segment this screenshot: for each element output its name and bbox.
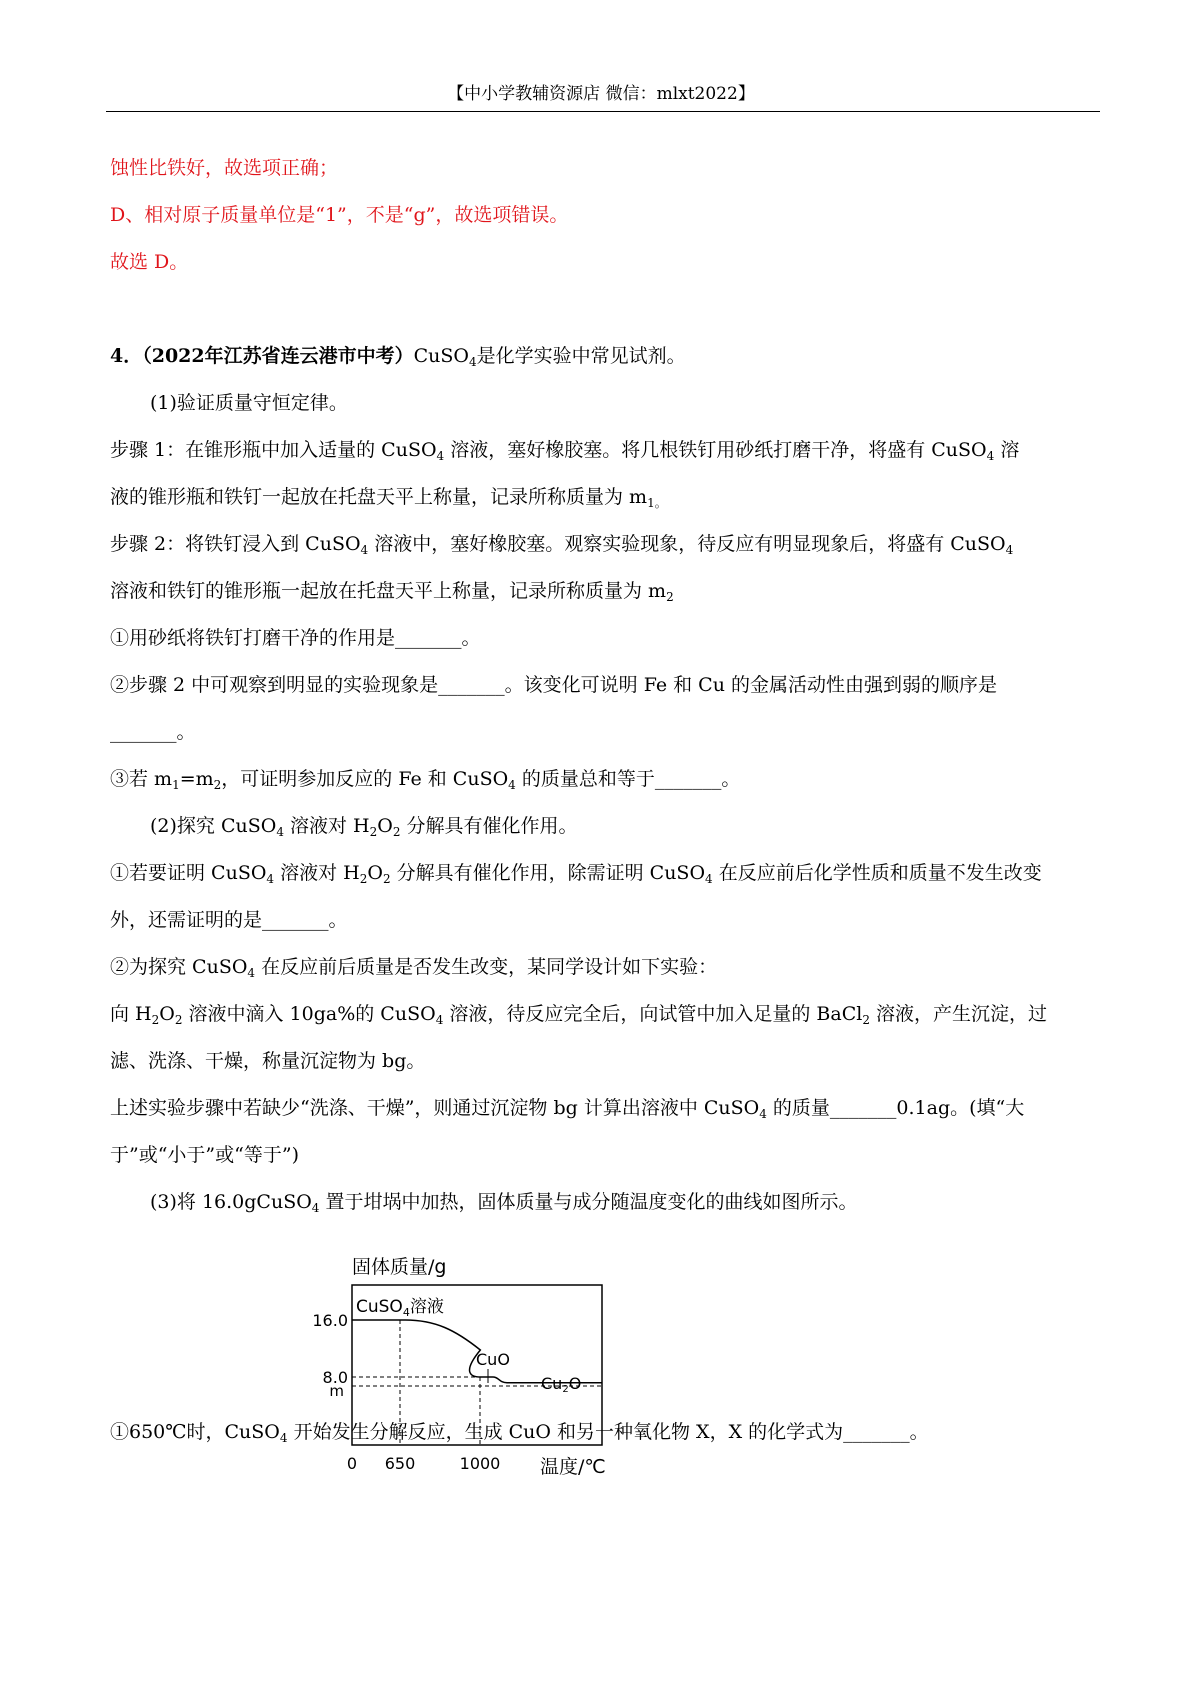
x-tick-0: 0 [346,1454,358,1473]
step-1-line-a: 步骤 1：在锥形瓶中加入适量的 CuSO$_4$ 溶液，塞好橡胶塞。将几根铁钉用砂纸打磨干净，将盛有 CuSO$_4$ 溶 [110,439,1020,463]
experiment-line-a: 向 $H_2O_2$ 溶液中滴入 10ga%的 CuSO$_4$ 溶液，待反应完全后，向试管中加入足量的 BaCl$_2$ 溶液，产生沉淀，过 [110,1003,1048,1027]
step-2-line-a: 步骤 2：将铁钉浸入到 CuSO$_4$ 溶液中，塞好橡胶塞。观察实验现象，待反应有明显现象后，将盛有 CuSO$_4$ [110,533,1014,557]
label-cuo: CuO [476,1350,510,1369]
y-tick-16: 16.0 [312,1311,348,1330]
part-3-question-1: ①650℃时，CuSO$_4$ 开始发生分解反应，生成 CuO 和另一种氧化物 X，X 的化学式为_______。 [110,1421,929,1445]
mass-temperature-chart [290,1245,650,1505]
step-2-line-b: 溶液和铁钉的锥形瓶一起放在托盘天平上称量，记录所称质量为 $m_2$ [110,580,674,604]
sub-question-2-a: ②步骤 2 中可观察到明显的实验现象是_______。该变化可说明 Fe 和 Cu 的金属活动性由强到弱的顺序是 [110,674,997,696]
sub-question-2-b: _______。 [110,721,196,743]
part-3-title: (3)将 16.0gCuSO$_4$ 置于坩埚中加热，固体质量与成分随温度变化的曲线如图所示。 [150,1191,858,1215]
sub-question-1: ①用砂纸将铁钉打磨干净的作用是_______。 [110,627,481,649]
x-tick-650: 650 [384,1454,416,1473]
part-2-question-1-a: ①若要证明 CuSO$_4$ 溶液对 $H_2O_2$ 分解具有催化作用，除需证明 CuSO$_4$ 在反应前后化学性质和质量不发生改变 [110,862,1042,886]
question-4-heading: 4．（2022年江苏省连云港市中考）CuSO$_4$是化学实验中常见试剂。 [110,345,686,369]
missing-step-line-a: 上述实验步骤中若缺少“洗涤、干燥”，则通过沉淀物 bg 计算出溶液中 CuSO$_4$ 的质量_______0.1ag。(填“大 [110,1097,1025,1121]
part-1-title: (1)验证质量守恒定律。 [150,392,348,414]
question-source: （2022年江苏省连云港市中考） [142,345,414,367]
part-2-title: (2)探究 CuSO$_4$ 溶液对 $H_2O_2$ 分解具有催化作用。 [150,815,578,839]
missing-step-line-b: 于”或“小于”或“等于”) [110,1144,299,1166]
label-cu2o: Cu2O [541,1374,582,1395]
question-number: 4． [110,345,143,367]
sub-question-3: ③若 $m_1=m_2$，可证明参加反应的 Fe 和 CuSO$_4$ 的质量总和等于_______。 [110,768,741,792]
label-cuso4-solution: CuSO$_4$溶液 [356,1297,444,1319]
x-tick-1000: 1000 [459,1454,501,1473]
answer-line-1: 蚀性比铁好，故选项正确； [110,157,339,179]
page-header: 【中小学教辅资源店 微信：mlxt2022】 [447,84,755,104]
y-tick-8: 8.0 [322,1368,348,1387]
chart-xlabel: 温度/℃ [540,1456,606,1478]
part-2-question-1-b: 外，还需证明的是_______。 [110,909,348,931]
answer-line-2: D、相对原子质量单位是“1”，不是“g”，故选项错误。 [110,204,569,226]
experiment-line-b: 滤、洗涤、干燥，称量沉淀物为 bg。 [110,1050,426,1072]
y-tick-m: m [329,1382,344,1400]
chart-ylabel: 固体质量/g [352,1256,447,1278]
part-2-question-2: ②为探究 CuSO$_4$ 在反应前后质量是否发生改变，某同学设计如下实验： [110,956,718,980]
header-rule [106,111,1100,112]
answer-line-3: 故选 D。 [110,251,189,273]
step-1-line-b: 液的锥形瓶和铁钉一起放在托盘天平上称量，记录所称质量为 $m_{1。}$ [110,486,667,510]
